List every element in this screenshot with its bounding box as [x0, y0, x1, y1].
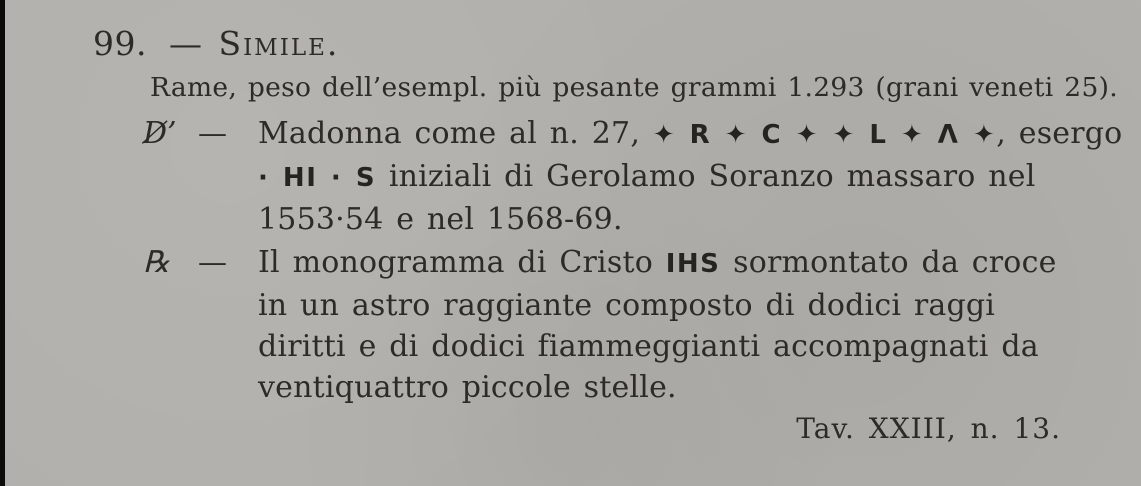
entry-title: Simile. [218, 24, 340, 63]
reverse-dash: — [198, 245, 227, 279]
reverse-symbol: ℞ [143, 245, 170, 280]
text-segment: , esergo [996, 116, 1123, 151]
text-segment: diritti e di dodici fiammeggianti accompagnati da [258, 329, 1039, 364]
metal-weight-line: Rame, peso dell’esempl. più pesante grammi 1.293 (grani veneti 25). [150, 72, 1118, 103]
text-segment: Il monogramma di Cristo [258, 245, 666, 280]
text-segment: iniziali di Gerolamo Soranzo massaro nel [376, 159, 1036, 194]
text-segment: sormontato da croce [720, 245, 1057, 280]
reverse-line-4 [258, 367, 1099, 408]
entry-number: 99. [93, 24, 147, 63]
obverse-symbol: D̸’ [143, 116, 177, 151]
obverse-entry [143, 113, 1123, 240]
text-segment: 1553·54 e nel 1568-69. [258, 202, 623, 237]
scan-edge-shadow [0, 0, 5, 486]
coin-legend: ✦ R ✦ C ✦ ✦ L ✦ Λ ✦ [652, 120, 997, 150]
obverse-line-2 [258, 156, 1122, 199]
reverse-description [258, 242, 1099, 408]
obverse-line-3 [258, 199, 1122, 240]
text-segment: Madonna come al n. 27, [258, 116, 653, 151]
text-segment: in un astro raggiante composto di dodici raggi [258, 288, 996, 323]
entry-heading [93, 24, 1099, 63]
christ-monogram: IHS [665, 249, 721, 279]
reverse-entry [143, 242, 1099, 408]
obverse-description [258, 113, 1122, 240]
coin-initials: · HI · S [258, 163, 377, 193]
plate-reference: Tav. XXIII, n. 13. [796, 412, 1061, 445]
heading-dash: — [168, 24, 203, 63]
reverse-line-3 [258, 326, 1099, 367]
reverse-line-2 [258, 285, 1099, 326]
text-segment: ventiquattro piccole stelle. [258, 370, 677, 405]
reverse-line-1 [258, 242, 1099, 285]
obverse-dash: — [198, 116, 227, 150]
obverse-line-1 [258, 113, 1122, 156]
